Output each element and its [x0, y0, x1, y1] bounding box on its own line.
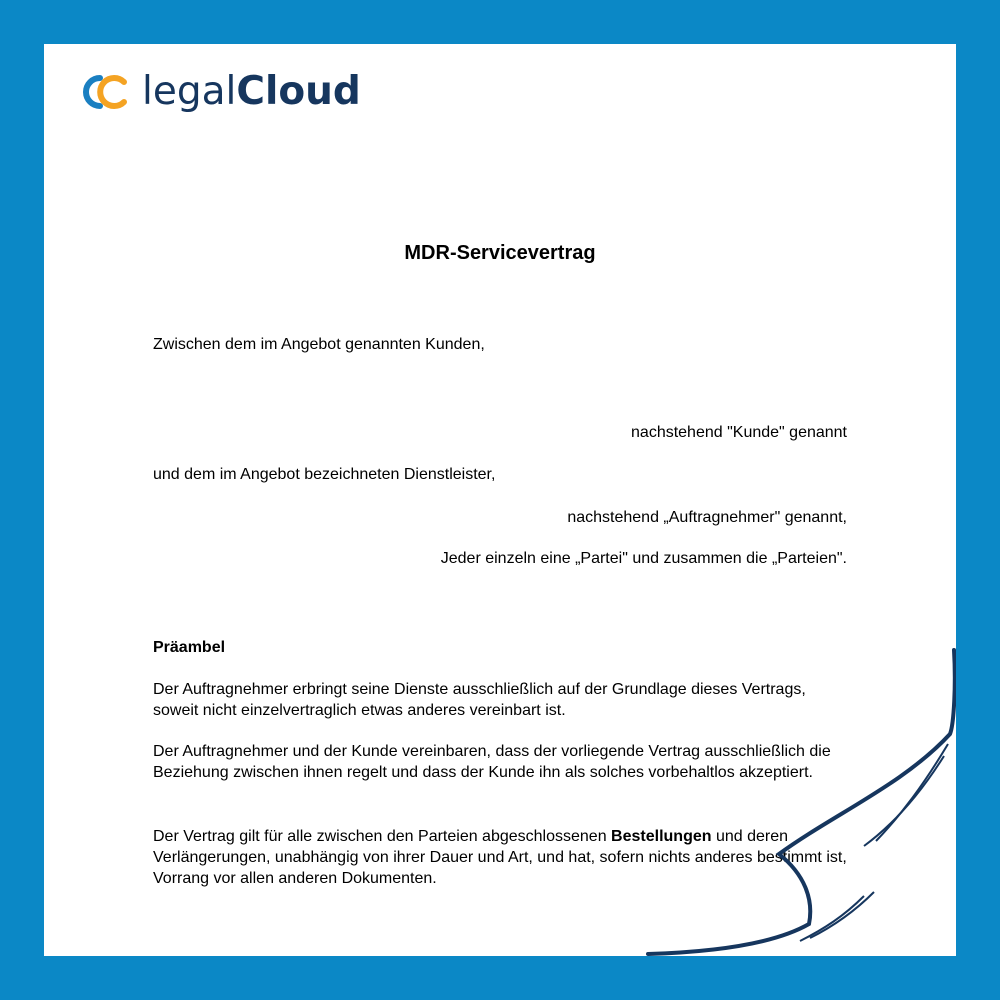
- dienstleister-line: und dem im Angebot bezeichneten Dienstleister,: [153, 466, 496, 483]
- auftragnehmer-line: nachstehend „Auftragnehmer" genannt,: [567, 509, 847, 526]
- preamble-p3-text-before: Der Vertrag gilt für alle zwischen den Parteien abgeschlossenen: [153, 828, 612, 845]
- brand-name-bold: Cloud: [236, 69, 361, 114]
- kunde-line: nachstehend "Kunde" genannt: [631, 424, 847, 441]
- preamble-heading: Präambel: [153, 639, 226, 656]
- parteien-line: Jeder einzeln eine „Partei" und zusammen die „Parteien".: [440, 550, 847, 567]
- page-curl-icon: [44, 44, 956, 956]
- document-page: [44, 44, 956, 956]
- preamble-p3-text-after: und deren Verlängerungen, unabhängig von ihrer Dauer und Art, und hat, sofern nichts anderes bestimmt ist, Vorrang vor allen anderen Dokumenten.: [153, 828, 847, 887]
- intro-line: Zwischen dem im Angebot genannten Kunden,: [153, 336, 485, 353]
- brand-name: [142, 70, 361, 114]
- brand-logo[interactable]: [74, 70, 361, 114]
- preamble-paragraph-1: Der Auftragnehmer erbringt seine Dienste ausschließlich auf der Grundlage dieses Vertrags, soweit nicht einzelvertraglich etwas anderes vereinbart ist.: [153, 681, 806, 719]
- preamble-paragraph-3: [153, 826, 853, 889]
- document-title: MDR-Servicevertrag: [404, 242, 596, 264]
- brand-name-light: legal: [142, 69, 237, 114]
- legalcloud-logo-icon: [74, 70, 130, 114]
- preamble-p3-bold: Bestellungen: [611, 828, 712, 845]
- preamble-paragraph-2: Der Auftragnehmer und der Kunde vereinbaren, dass der vorliegende Vertrag ausschließlich die Beziehung zwischen ihnen regelt und dass der Kunde ihn als solches vorbehaltlos akzeptiert.: [153, 743, 831, 781]
